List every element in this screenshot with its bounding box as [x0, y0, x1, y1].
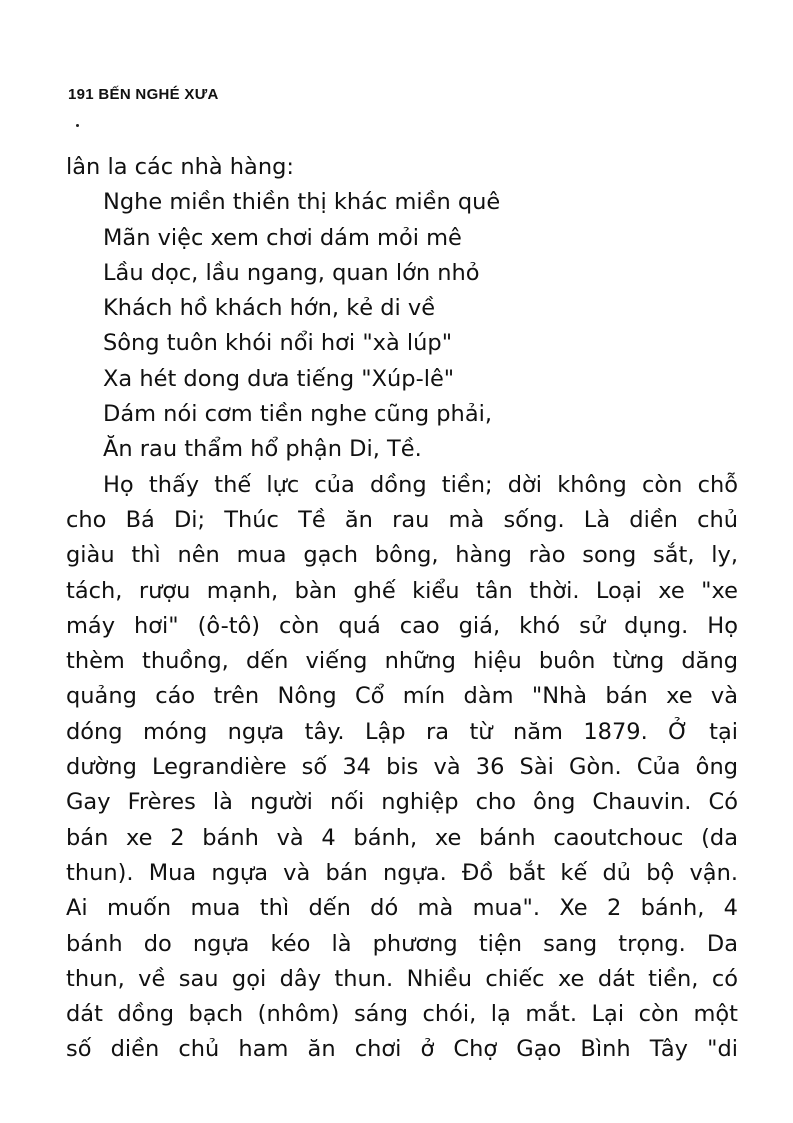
paragraph-line: dát dồng bạch (nhôm) sáng chói, lạ mắt. Lại còn một	[66, 1001, 738, 1028]
print-speck	[76, 124, 79, 127]
paragraph-line: thèm thuồng, dến viếng những hiệu buôn từng dăng	[66, 648, 738, 675]
paragraph-line: Ai muốn mua thì dến dó mà mua". Xe 2 bánh, 4	[66, 895, 738, 922]
poem-line: Ăn rau thẩm hổ phận Di, Tề.	[103, 436, 422, 463]
poem-line: Sông tuôn khói nổi hơi "xà lúp"	[103, 330, 453, 357]
running-head: 191 BẾN NGHÉ XƯA	[68, 86, 219, 103]
poem-line: Khách hồ khách hớn, kẻ di về	[103, 295, 436, 322]
paragraph-line: cho Bá Di; Thúc Tề ăn rau mà sống. Là diền chủ	[66, 506, 738, 533]
paragraph-line: Gay Frères là người nối nghiệp cho ông Chauvin. Có	[66, 789, 738, 816]
paragraph-line: bánh do ngựa kéo là phương tiện sang trọng. Da	[66, 930, 738, 957]
poem-line: Nghe miền thiền thị khác miền quê	[103, 189, 501, 216]
intro-line: lân la các nhà hàng:	[66, 154, 294, 180]
page-body	[66, 150, 738, 1068]
paragraph-line: giàu thì nên mua gạch bông, hàng rào song sắt, ly,	[66, 542, 738, 569]
paragraph-line: số diền chủ ham ăn chơi ở Chợ Gạo Bình Tây "di	[66, 1036, 738, 1063]
paragraph-line: bán xe 2 bánh và 4 bánh, xe bánh caoutchouc (da	[66, 824, 738, 851]
paragraph-line: thun). Mua ngựa và bán ngựa. Đồ bắt kế dủ bộ vận.	[66, 859, 738, 886]
poem-line: Lầu dọc, lầu ngang, quan lớn nhỏ	[103, 259, 480, 286]
poem-line: Mãn việc xem chơi dám mỏi mê	[103, 224, 462, 251]
paragraph-line: thun, về sau gọi dây thun. Nhiều chiếc xe dát tiền, có	[66, 965, 738, 992]
paragraph-line: quảng cáo trên Nông Cổ mín dàm "Nhà bán xe và	[66, 683, 738, 710]
paragraph-line: tách, rượu mạnh, bàn ghế kiểu tân thời. Loại xe "xe	[66, 577, 738, 604]
paragraph-line: Họ thấy thế lực của dồng tiền; dời không còn chỗ	[103, 471, 738, 498]
poem-line: Dám nói cơm tiền nghe cũng phải,	[103, 401, 493, 428]
paragraph-line: máy hơi" (ô-tô) còn quá cao giá, khó sử dụng. Họ	[66, 612, 738, 639]
poem	[66, 185, 738, 467]
poem-line: Xa hét dong dưa tiếng "Xúp-lê"	[103, 365, 455, 392]
paragraph-line: dóng móng ngựa tây. Lập ra từ năm 1879. Ở tại	[66, 718, 738, 745]
body-paragraph	[66, 468, 738, 1068]
paragraph-line: dường Legrandière số 34 bis và 36 Sài Gòn. Của ông	[66, 754, 738, 781]
